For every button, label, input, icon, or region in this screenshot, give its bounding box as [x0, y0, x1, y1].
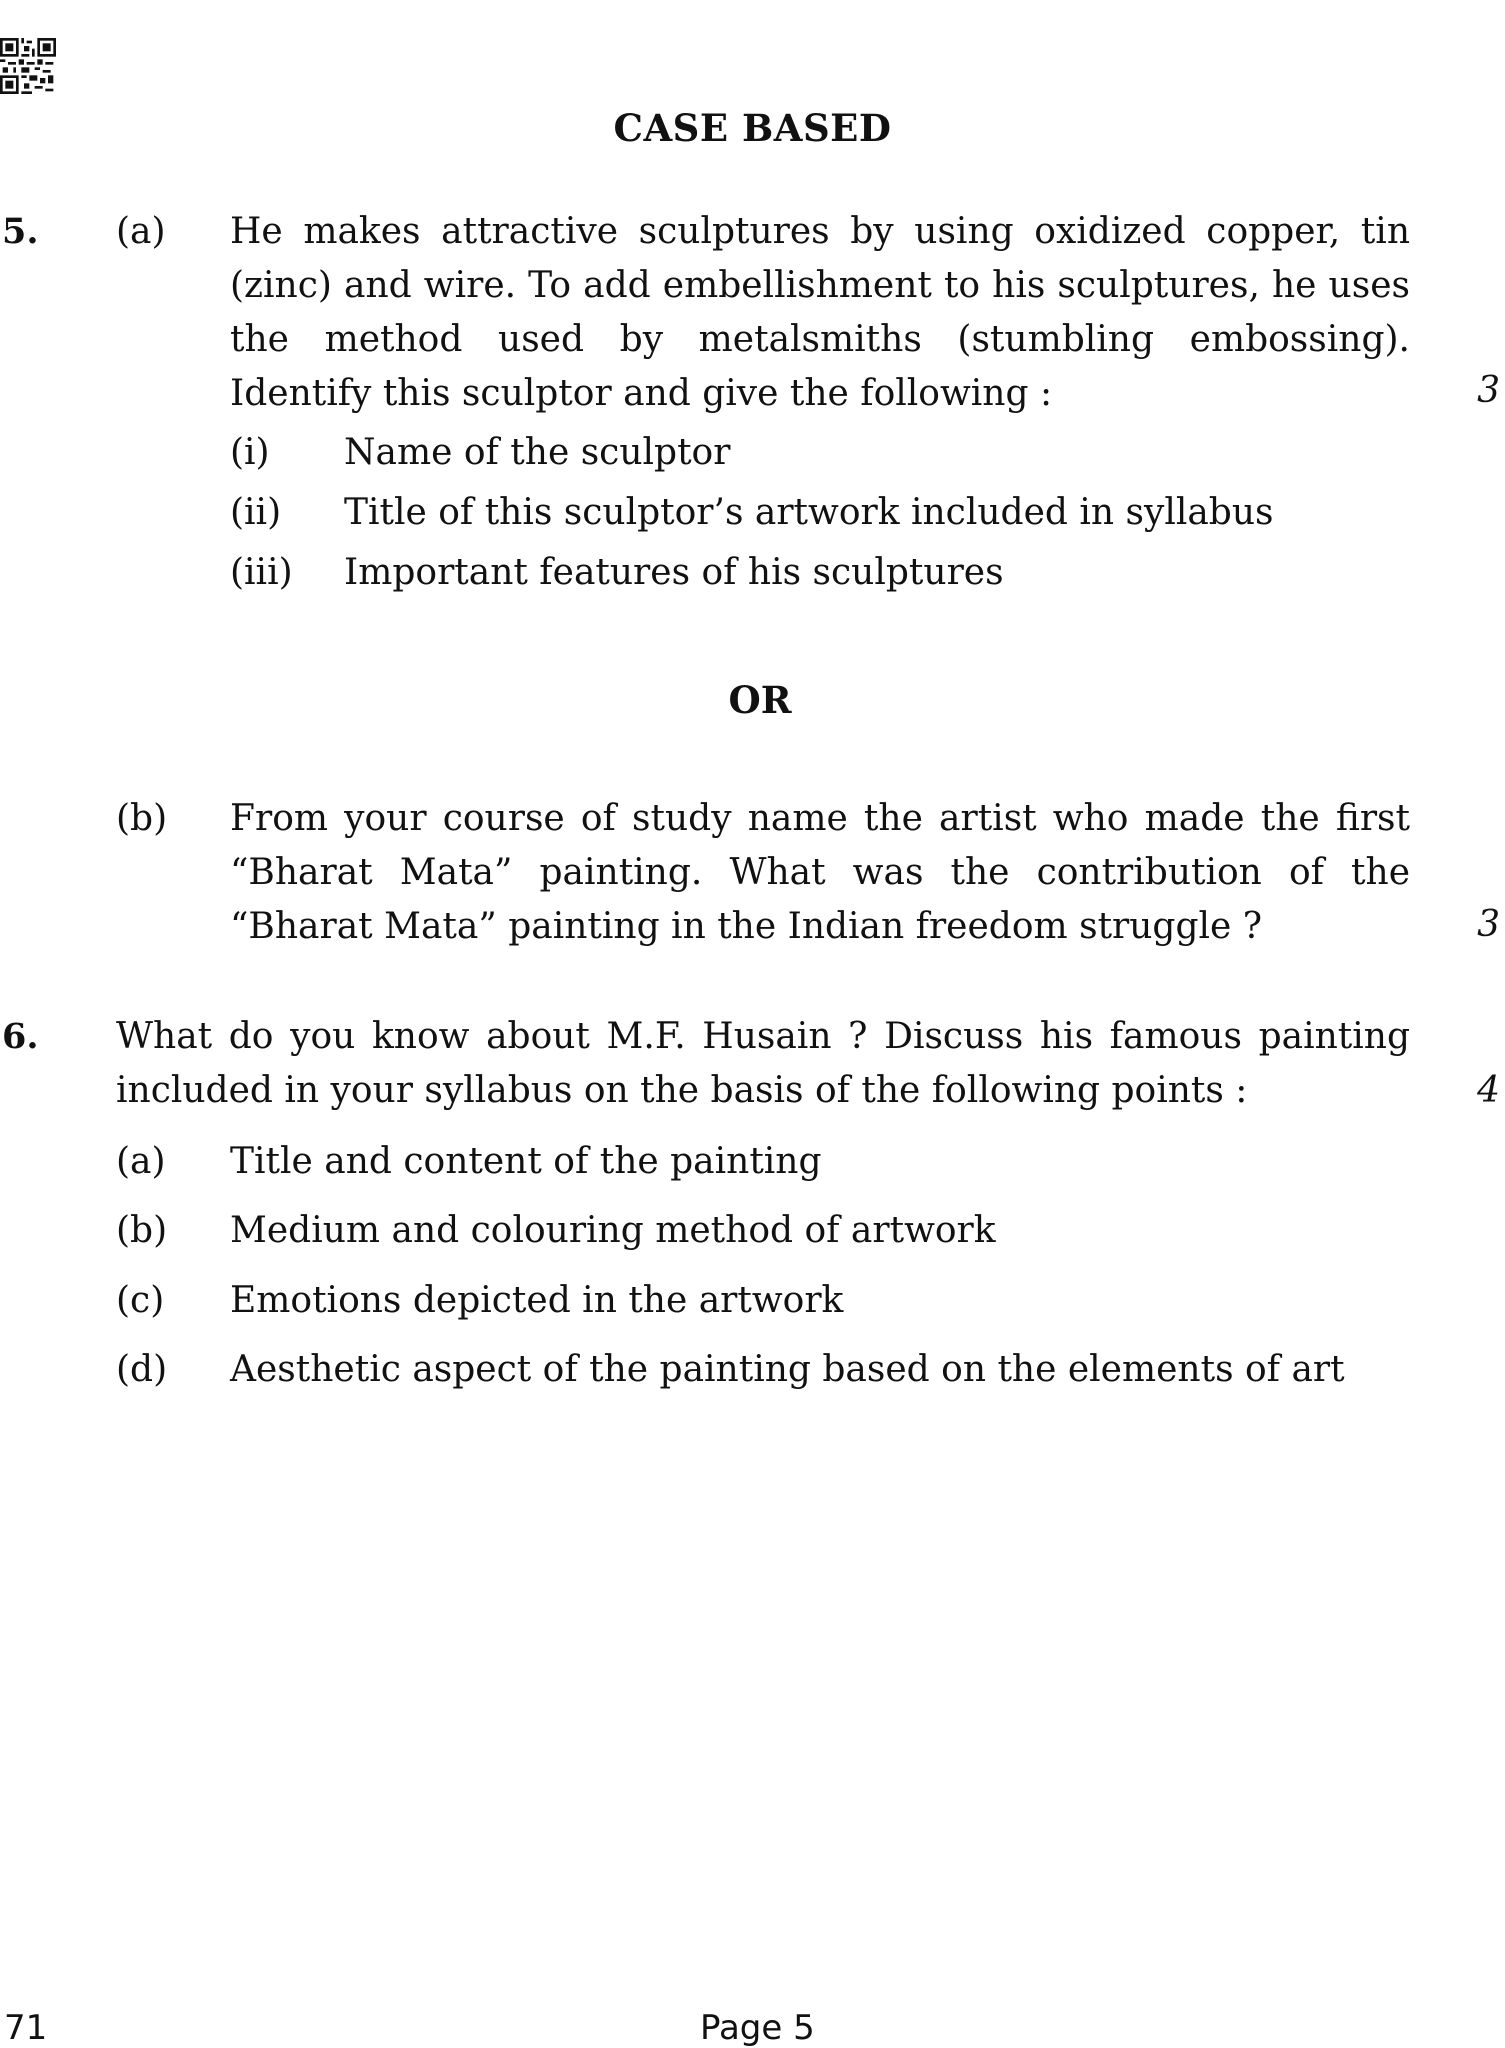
or-divider: OR: [728, 678, 792, 722]
point-text: Emotions depicted in the artwork: [230, 1280, 844, 1321]
qr-code-icon: [0, 38, 56, 94]
subpart-text: Title of this sculptor’s artwork included in syllabus: [344, 492, 1274, 533]
point-text: Title and content of the painting: [230, 1141, 822, 1182]
marks: 4: [1477, 1070, 1500, 1111]
point-text: Aesthetic aspect of the painting based on the elements of art: [230, 1349, 1345, 1390]
page-number: Page 5: [700, 2008, 815, 2048]
subpart-label: (iii): [230, 552, 293, 593]
subpart-text: Name of the sculptor: [344, 432, 731, 473]
question-text: He makes attractive sculptures by using oxidized copper, tin (zinc) and wire. To add embellishment to his sculptures, he uses the method used by metalsmiths (stumbling embossing). Identify this sculptor and give the following :: [230, 211, 1410, 414]
subpart-text: Important features of his sculptures: [344, 552, 1004, 593]
question-text: From your course of study name the artist who made the first “Bharat Mata” painting. What was the contribution of the “Bharat Mata” painting in the Indian freedom struggle ?: [230, 798, 1410, 947]
point-text: Medium and colouring method of artwork: [230, 1210, 996, 1251]
point-label: (c): [116, 1280, 165, 1321]
question-number: 5.: [2, 211, 39, 252]
subpart-label: (ii): [230, 492, 282, 533]
point-label: (d): [116, 1349, 168, 1390]
subpart-label: (i): [230, 432, 270, 473]
question-number: 6.: [2, 1016, 39, 1057]
point-label: (a): [116, 1141, 166, 1182]
paper-code: 71: [4, 2008, 48, 2048]
marks: 3: [1477, 904, 1500, 945]
part-label: (a): [116, 211, 166, 252]
marks: 3: [1477, 370, 1500, 411]
part-label: (b): [116, 798, 168, 839]
section-heading: CASE BASED: [613, 106, 892, 150]
question-text: What do you know about M.F. Husain ? Discuss his famous painting included in your syllabus on the basis of the following points :: [116, 1016, 1410, 1111]
point-label: (b): [116, 1210, 168, 1251]
